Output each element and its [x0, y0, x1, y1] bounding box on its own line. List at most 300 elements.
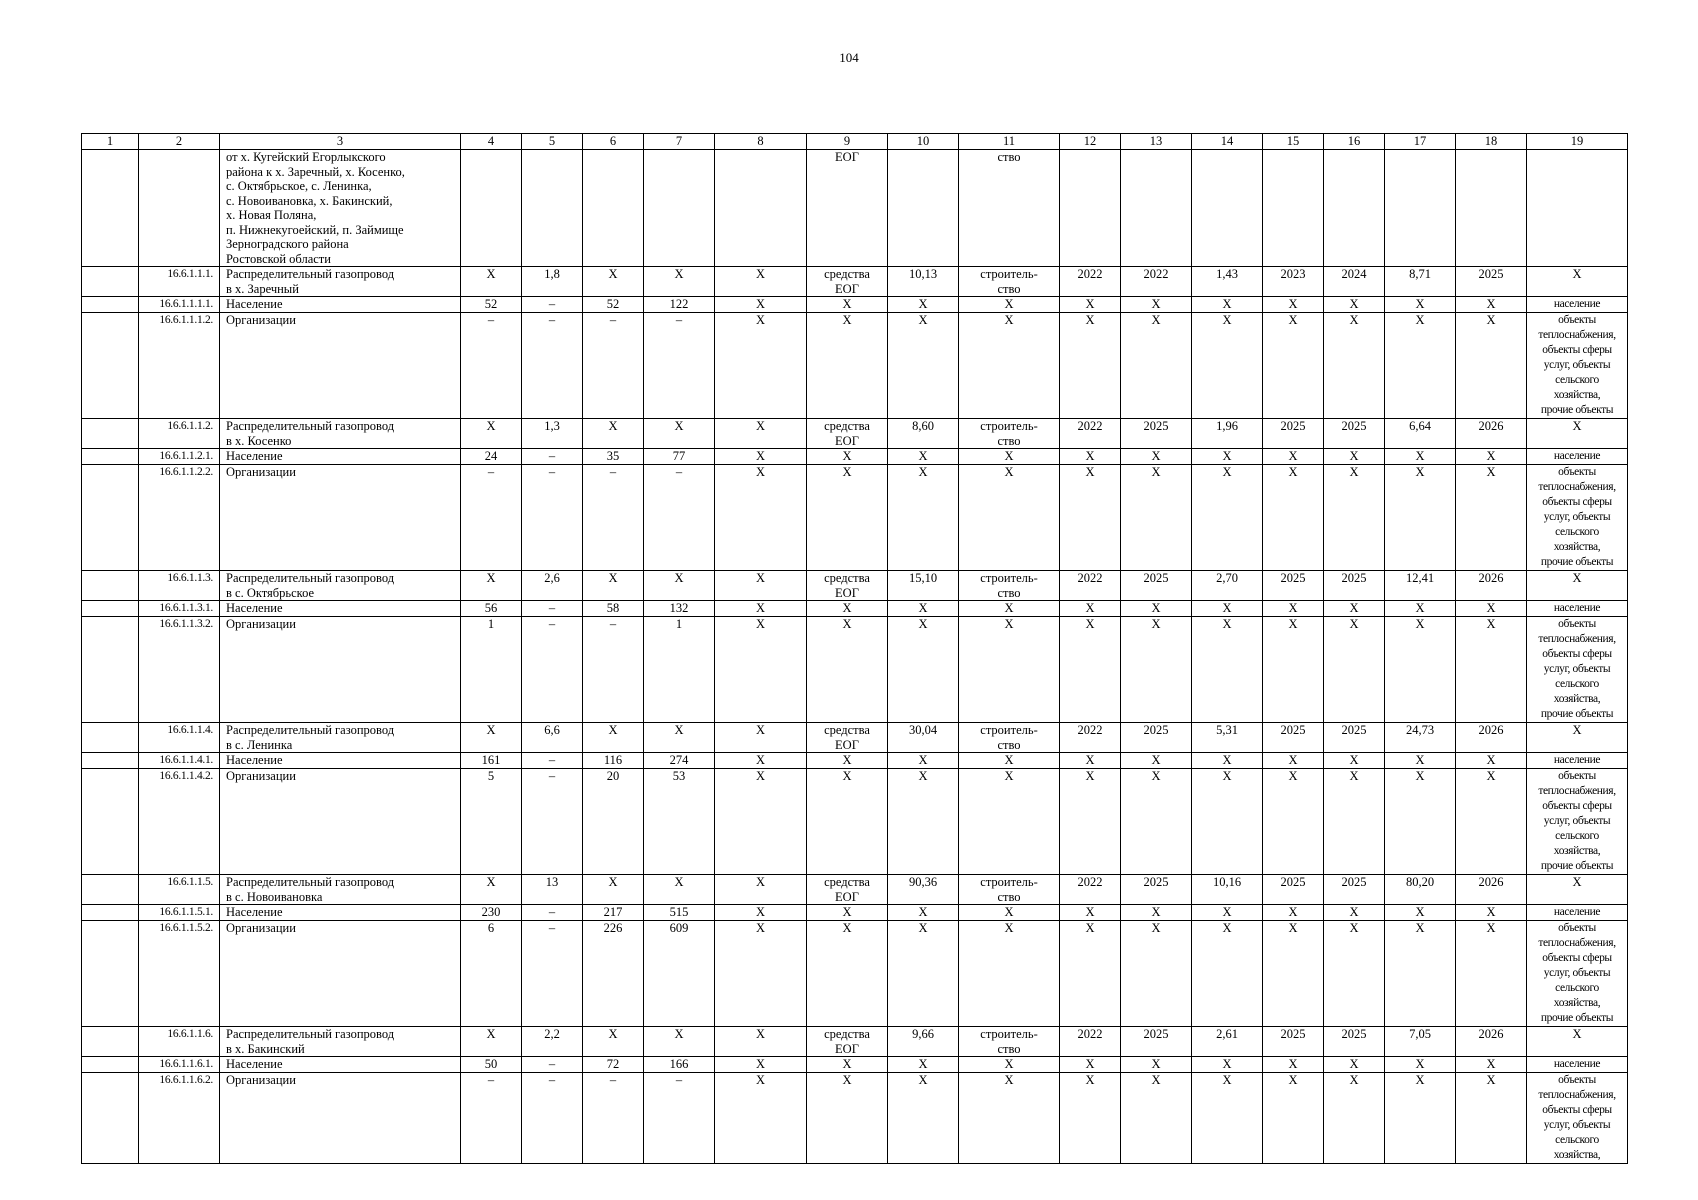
- cell-col-13: 2025: [1121, 1027, 1192, 1057]
- cell-col-11: [959, 419, 1060, 449]
- cell-col-16: Х: [1324, 465, 1385, 571]
- cell-col-15: 2025: [1263, 1027, 1324, 1057]
- cell-col-16: 2024: [1324, 267, 1385, 297]
- cell-line: ство: [997, 281, 1021, 296]
- cell-col-5: –: [522, 297, 583, 313]
- cell-col-13: 2025: [1121, 571, 1192, 601]
- cell-col-11: [959, 267, 1060, 297]
- cell-col-2: 16.6.1.1.6.2.: [139, 1073, 220, 1164]
- cell-col-13: Х: [1121, 921, 1192, 1027]
- cell-line: с. Октябрьское, с. Ленинка,: [226, 179, 372, 193]
- cell-col-7: –: [644, 1073, 715, 1164]
- cell-col-7: Х: [644, 723, 715, 753]
- cell-line: Х: [1004, 465, 1014, 479]
- cell-col-9: [807, 753, 888, 769]
- cell-col-4: Х: [461, 571, 522, 601]
- cell-line: объекты сферы: [1542, 952, 1612, 964]
- cell-line: Организации: [226, 617, 296, 631]
- cell-col-1: [82, 875, 139, 905]
- cell-col-3: [220, 905, 461, 921]
- cell-col-8: Х: [715, 617, 807, 723]
- cell-col-9: [807, 297, 888, 313]
- cell-col-5: 2,6: [522, 571, 583, 601]
- cell-col-1: [82, 419, 139, 449]
- cell-col-1: [82, 150, 139, 267]
- cell-col-3: [220, 1057, 461, 1073]
- cell-col-3: [220, 465, 461, 571]
- cell-line: Организации: [226, 1073, 296, 1087]
- cell-col-5: 1,3: [522, 419, 583, 449]
- cell-col-12: Х: [1060, 769, 1121, 875]
- table-body: [82, 134, 1628, 1164]
- cell-col-8: Х: [715, 905, 807, 921]
- cell-col-15: 2025: [1263, 571, 1324, 601]
- cell-col-4: 161: [461, 753, 522, 769]
- cell-line: в х. Бакинский: [226, 1041, 305, 1056]
- cell-col-11: [959, 1057, 1060, 1073]
- cell-col-6: 217: [583, 905, 644, 921]
- cell-line: Х: [842, 769, 852, 783]
- cell-line: Х: [1004, 921, 1014, 935]
- cell-col-5: 2,2: [522, 1027, 583, 1057]
- table-row: [82, 267, 1628, 297]
- cell-line: ЕОГ: [835, 433, 859, 448]
- cell-col-2: 16.6.1.1.5.: [139, 875, 220, 905]
- cell-col-13: Х: [1121, 905, 1192, 921]
- cell-col-15: 2025: [1263, 419, 1324, 449]
- cell-col-18: 2026: [1456, 571, 1527, 601]
- cell-col-11: [959, 449, 1060, 465]
- cell-col-1: [82, 449, 139, 465]
- cell-col-8: Х: [715, 465, 807, 571]
- cell-col-11: [959, 465, 1060, 571]
- cell-col-8: Х: [715, 1027, 807, 1057]
- cell-col-19: [1527, 769, 1628, 875]
- header-cell-4: 4: [461, 134, 522, 150]
- cell-col-13: Х: [1121, 465, 1192, 571]
- cell-col-9: [807, 617, 888, 723]
- cell-line: объекты: [1558, 770, 1596, 782]
- cell-col-17: 24,73: [1385, 723, 1456, 753]
- cell-col-17: Х: [1385, 449, 1456, 465]
- table-row: [82, 875, 1628, 905]
- cell-col-8: Х: [715, 921, 807, 1027]
- cell-col-19: [1527, 723, 1628, 753]
- cell-col-7: [644, 150, 715, 267]
- cell-col-18: 2026: [1456, 875, 1527, 905]
- header-cell-15: 15: [1263, 134, 1324, 150]
- cell-col-19: [1527, 753, 1628, 769]
- cell-line: сельского: [1555, 374, 1599, 386]
- cell-col-2: 16.6.1.1.1.1.: [139, 297, 220, 313]
- cell-col-19: [1527, 150, 1628, 267]
- cell-col-15: Х: [1263, 905, 1324, 921]
- cell-col-7: –: [644, 313, 715, 419]
- cell-col-17: 7,05: [1385, 1027, 1456, 1057]
- cell-col-7: Х: [644, 1027, 715, 1057]
- table-row: [82, 449, 1628, 465]
- cell-col-18: [1456, 150, 1527, 267]
- cell-col-16: 2025: [1324, 571, 1385, 601]
- cell-line: прочие объекты: [1540, 860, 1614, 872]
- cell-col-7: Х: [644, 571, 715, 601]
- cell-line: объекты сферы: [1542, 648, 1612, 660]
- table-header-row: [82, 134, 1628, 150]
- cell-col-12: 2022: [1060, 723, 1121, 753]
- cell-col-19: [1527, 419, 1628, 449]
- cell-col-14: Х: [1192, 921, 1263, 1027]
- cell-col-6: Х: [583, 723, 644, 753]
- table-row: [82, 769, 1628, 875]
- cell-col-13: Х: [1121, 769, 1192, 875]
- cell-col-1: [82, 313, 139, 419]
- cell-line: Распределительный газопровод: [226, 1027, 395, 1041]
- cell-line: население: [1553, 754, 1601, 766]
- cell-col-11: [959, 921, 1060, 1027]
- cell-col-7: 515: [644, 905, 715, 921]
- cell-col-12: Х: [1060, 753, 1121, 769]
- cell-line: хозяйства,: [1553, 997, 1601, 1009]
- cell-col-16: Х: [1324, 905, 1385, 921]
- cell-line: Х: [1004, 769, 1014, 783]
- cell-col-15: Х: [1263, 465, 1324, 571]
- cell-col-12: Х: [1060, 617, 1121, 723]
- table-row: [82, 617, 1628, 723]
- cell-line: ЕОГ: [835, 737, 859, 752]
- cell-col-4: [461, 150, 522, 267]
- cell-line: теплоснабжения,: [1538, 633, 1616, 645]
- cell-line: объекты сферы: [1542, 496, 1612, 508]
- cell-col-18: Х: [1456, 617, 1527, 723]
- cell-col-6: 72: [583, 1057, 644, 1073]
- cell-col-1: [82, 571, 139, 601]
- table-row: [82, 723, 1628, 753]
- cell-col-10: Х: [888, 465, 959, 571]
- cell-line: Ростовской области: [226, 251, 331, 266]
- cell-col-2: 16.6.1.1.4.1.: [139, 753, 220, 769]
- cell-line: сельского: [1555, 1134, 1599, 1146]
- cell-col-9: [807, 465, 888, 571]
- cell-line: объекты сферы: [1542, 800, 1612, 812]
- cell-col-13: Х: [1121, 313, 1192, 419]
- cell-col-15: [1263, 150, 1324, 267]
- table-row: [82, 753, 1628, 769]
- cell-col-16: 2025: [1324, 1027, 1385, 1057]
- cell-col-4: 6: [461, 921, 522, 1027]
- cell-col-5: –: [522, 601, 583, 617]
- cell-col-17: Х: [1385, 769, 1456, 875]
- cell-line: Х: [1572, 419, 1582, 433]
- cell-line: Распределительный газопровод: [226, 267, 395, 281]
- cell-line: Население: [226, 1057, 283, 1071]
- header-cell-17: 17: [1385, 134, 1456, 150]
- cell-col-14: Х: [1192, 769, 1263, 875]
- cell-line: строитель-: [980, 1027, 1038, 1041]
- cell-col-15: Х: [1263, 449, 1324, 465]
- cell-line: Х: [1004, 617, 1014, 631]
- cell-col-16: Х: [1324, 313, 1385, 419]
- cell-col-10: Х: [888, 921, 959, 1027]
- cell-col-11: [959, 601, 1060, 617]
- cell-line: Х: [1004, 753, 1014, 767]
- cell-col-1: [82, 465, 139, 571]
- cell-col-2: [139, 150, 220, 267]
- cell-col-2: 16.6.1.1.6.1.: [139, 1057, 220, 1073]
- cell-col-14: Х: [1192, 905, 1263, 921]
- cell-line: хозяйства,: [1553, 693, 1601, 705]
- cell-col-6: 52: [583, 297, 644, 313]
- cell-col-18: Х: [1456, 297, 1527, 313]
- cell-line: Х: [1572, 723, 1582, 737]
- cell-col-1: [82, 1027, 139, 1057]
- table-row: [82, 1057, 1628, 1073]
- cell-col-12: Х: [1060, 449, 1121, 465]
- cell-col-16: Х: [1324, 297, 1385, 313]
- cell-col-3: [220, 875, 461, 905]
- cell-line: Организации: [226, 921, 296, 935]
- cell-col-13: 2025: [1121, 723, 1192, 753]
- cell-col-7: 274: [644, 753, 715, 769]
- cell-col-18: Х: [1456, 1057, 1527, 1073]
- cell-col-12: Х: [1060, 905, 1121, 921]
- cell-col-3: [220, 267, 461, 297]
- cell-col-19: [1527, 1057, 1628, 1073]
- cell-col-2: 16.6.1.1.3.2.: [139, 617, 220, 723]
- cell-col-14: Х: [1192, 753, 1263, 769]
- cell-col-5: –: [522, 617, 583, 723]
- cell-col-10: Х: [888, 1057, 959, 1073]
- cell-line: Распределительный газопровод: [226, 419, 395, 433]
- cell-col-13: Х: [1121, 297, 1192, 313]
- cell-line: Х: [842, 465, 852, 479]
- cell-col-9: [807, 1027, 888, 1057]
- cell-col-17: 12,41: [1385, 571, 1456, 601]
- cell-col-15: 2023: [1263, 267, 1324, 297]
- cell-line: ство: [997, 889, 1021, 904]
- cell-line: сельского: [1555, 982, 1599, 994]
- cell-col-19: [1527, 617, 1628, 723]
- cell-col-8: Х: [715, 297, 807, 313]
- cell-col-8: Х: [715, 753, 807, 769]
- cell-line: Х: [842, 921, 852, 935]
- cell-col-16: Х: [1324, 449, 1385, 465]
- cell-line: строитель-: [980, 571, 1038, 585]
- cell-col-7: Х: [644, 267, 715, 297]
- cell-line: сельского: [1555, 678, 1599, 690]
- cell-col-9: [807, 1073, 888, 1164]
- table-row: [82, 1027, 1628, 1057]
- cell-col-18: Х: [1456, 1073, 1527, 1164]
- cell-line: средства: [824, 1027, 870, 1041]
- cell-col-19: [1527, 1027, 1628, 1057]
- cell-col-12: Х: [1060, 1057, 1121, 1073]
- cell-col-19: [1527, 297, 1628, 313]
- cell-col-9: [807, 905, 888, 921]
- cell-line: объекты: [1558, 618, 1596, 630]
- cell-col-10: 15,10: [888, 571, 959, 601]
- cell-col-9: [807, 601, 888, 617]
- cell-col-7: 122: [644, 297, 715, 313]
- cell-col-4: 24: [461, 449, 522, 465]
- cell-col-18: Х: [1456, 921, 1527, 1027]
- cell-col-2: 16.6.1.1.6.: [139, 1027, 220, 1057]
- cell-col-8: Х: [715, 313, 807, 419]
- table-row: [82, 921, 1628, 1027]
- header-cell-12: 12: [1060, 134, 1121, 150]
- cell-col-3: [220, 921, 461, 1027]
- cell-line: ство: [997, 737, 1021, 752]
- cell-col-1: [82, 753, 139, 769]
- cell-col-2: 16.6.1.1.3.: [139, 571, 220, 601]
- cell-col-5: 6,6: [522, 723, 583, 753]
- cell-col-4: 50: [461, 1057, 522, 1073]
- cell-col-7: 77: [644, 449, 715, 465]
- table-row: [82, 419, 1628, 449]
- cell-col-2: 16.6.1.1.2.2.: [139, 465, 220, 571]
- cell-line: ЕОГ: [835, 585, 859, 600]
- cell-col-5: –: [522, 753, 583, 769]
- cell-line: Х: [1572, 571, 1582, 585]
- table-row: [82, 905, 1628, 921]
- cell-col-3: [220, 723, 461, 753]
- cell-col-18: Х: [1456, 601, 1527, 617]
- cell-col-10: 8,60: [888, 419, 959, 449]
- cell-col-17: 6,64: [1385, 419, 1456, 449]
- cell-col-4: 5: [461, 769, 522, 875]
- cell-line: сельского: [1555, 830, 1599, 842]
- cell-col-8: Х: [715, 449, 807, 465]
- cell-col-18: Х: [1456, 449, 1527, 465]
- cell-col-9: [807, 921, 888, 1027]
- cell-line: Зерноградского района: [226, 237, 349, 251]
- cell-col-3: [220, 617, 461, 723]
- cell-col-10: Х: [888, 769, 959, 875]
- cell-col-10: [888, 150, 959, 267]
- table-row: [82, 297, 1628, 313]
- cell-line: строитель-: [980, 267, 1038, 281]
- cell-col-15: Х: [1263, 313, 1324, 419]
- table-row: [82, 313, 1628, 419]
- cell-col-19: [1527, 465, 1628, 571]
- cell-line: Х: [1004, 449, 1014, 463]
- cell-line: сельского: [1555, 526, 1599, 538]
- cell-line: ЕОГ: [835, 281, 859, 296]
- cell-line: Х: [1572, 267, 1582, 281]
- cell-col-6: Х: [583, 267, 644, 297]
- cell-col-8: Х: [715, 267, 807, 297]
- cell-col-6: 116: [583, 753, 644, 769]
- cell-line: Х: [842, 1073, 852, 1087]
- header-cell-5: 5: [522, 134, 583, 150]
- cell-line: средства: [824, 267, 870, 281]
- cell-col-1: [82, 267, 139, 297]
- cell-line: Х: [842, 1057, 852, 1071]
- cell-col-13: Х: [1121, 1073, 1192, 1164]
- cell-col-17: Х: [1385, 313, 1456, 419]
- cell-line: Х: [1004, 1073, 1014, 1087]
- cell-col-12: Х: [1060, 601, 1121, 617]
- cell-col-6: –: [583, 1073, 644, 1164]
- cell-col-7: 132: [644, 601, 715, 617]
- cell-col-6: Х: [583, 875, 644, 905]
- cell-col-4: 230: [461, 905, 522, 921]
- cell-col-5: –: [522, 449, 583, 465]
- cell-col-11: [959, 297, 1060, 313]
- cell-col-12: 2022: [1060, 267, 1121, 297]
- cell-line: хозяйства,: [1553, 541, 1601, 553]
- cell-line: объекты: [1558, 922, 1596, 934]
- cell-col-5: [522, 150, 583, 267]
- cell-col-17: Х: [1385, 465, 1456, 571]
- cell-col-1: [82, 921, 139, 1027]
- cell-line: Распределительный газопровод: [226, 875, 395, 889]
- cell-line: прочие объекты: [1540, 404, 1614, 416]
- cell-line: Х: [1004, 601, 1014, 615]
- cell-col-11: [959, 1027, 1060, 1057]
- cell-col-6: –: [583, 617, 644, 723]
- cell-col-2: 16.6.1.1.5.2.: [139, 921, 220, 1027]
- cell-col-6: –: [583, 465, 644, 571]
- table-row: [82, 465, 1628, 571]
- cell-line: ство: [997, 433, 1021, 448]
- cell-col-12: Х: [1060, 1073, 1121, 1164]
- cell-line: Х: [842, 313, 852, 327]
- cell-line: теплоснабжения,: [1538, 481, 1616, 493]
- cell-col-9: [807, 313, 888, 419]
- cell-line: в с. Новоивановка: [226, 889, 323, 904]
- cell-col-6: Х: [583, 419, 644, 449]
- cell-line: Население: [226, 449, 283, 463]
- cell-col-14: 2,61: [1192, 1027, 1263, 1057]
- cell-line: от х. Кугейский Егорлыкского: [226, 150, 386, 164]
- cell-col-15: 2025: [1263, 723, 1324, 753]
- cell-col-4: Х: [461, 723, 522, 753]
- cell-col-11: [959, 723, 1060, 753]
- cell-col-2: 16.6.1.1.2.1.: [139, 449, 220, 465]
- cell-col-16: Х: [1324, 601, 1385, 617]
- cell-col-5: 13: [522, 875, 583, 905]
- cell-col-1: [82, 769, 139, 875]
- cell-col-14: Х: [1192, 465, 1263, 571]
- cell-col-7: 53: [644, 769, 715, 875]
- cell-col-16: Х: [1324, 753, 1385, 769]
- cell-col-1: [82, 1057, 139, 1073]
- cell-line: в с. Октябрьское: [226, 585, 315, 600]
- cell-line: Население: [226, 753, 283, 767]
- cell-col-4: Х: [461, 875, 522, 905]
- cell-col-2: 16.6.1.1.1.2.: [139, 313, 220, 419]
- cell-line: население: [1553, 298, 1601, 310]
- cell-line: услуг, объекты: [1543, 1119, 1611, 1131]
- cell-col-16: Х: [1324, 769, 1385, 875]
- cell-col-7: 166: [644, 1057, 715, 1073]
- cell-col-14: 2,70: [1192, 571, 1263, 601]
- cell-line: услуг, объекты: [1543, 511, 1611, 523]
- cell-line: ство: [997, 585, 1021, 600]
- cell-col-14: Х: [1192, 601, 1263, 617]
- cell-col-18: 2026: [1456, 1027, 1527, 1057]
- cell-col-12: Х: [1060, 297, 1121, 313]
- cell-line: прочие объекты: [1540, 1012, 1614, 1024]
- cell-col-11: [959, 150, 1060, 267]
- cell-line: строитель-: [980, 723, 1038, 737]
- cell-col-11: [959, 769, 1060, 875]
- cell-col-5: –: [522, 465, 583, 571]
- cell-col-6: Х: [583, 571, 644, 601]
- cell-line: Распределительный газопровод: [226, 723, 395, 737]
- cell-col-16: Х: [1324, 921, 1385, 1027]
- cell-col-18: 2025: [1456, 267, 1527, 297]
